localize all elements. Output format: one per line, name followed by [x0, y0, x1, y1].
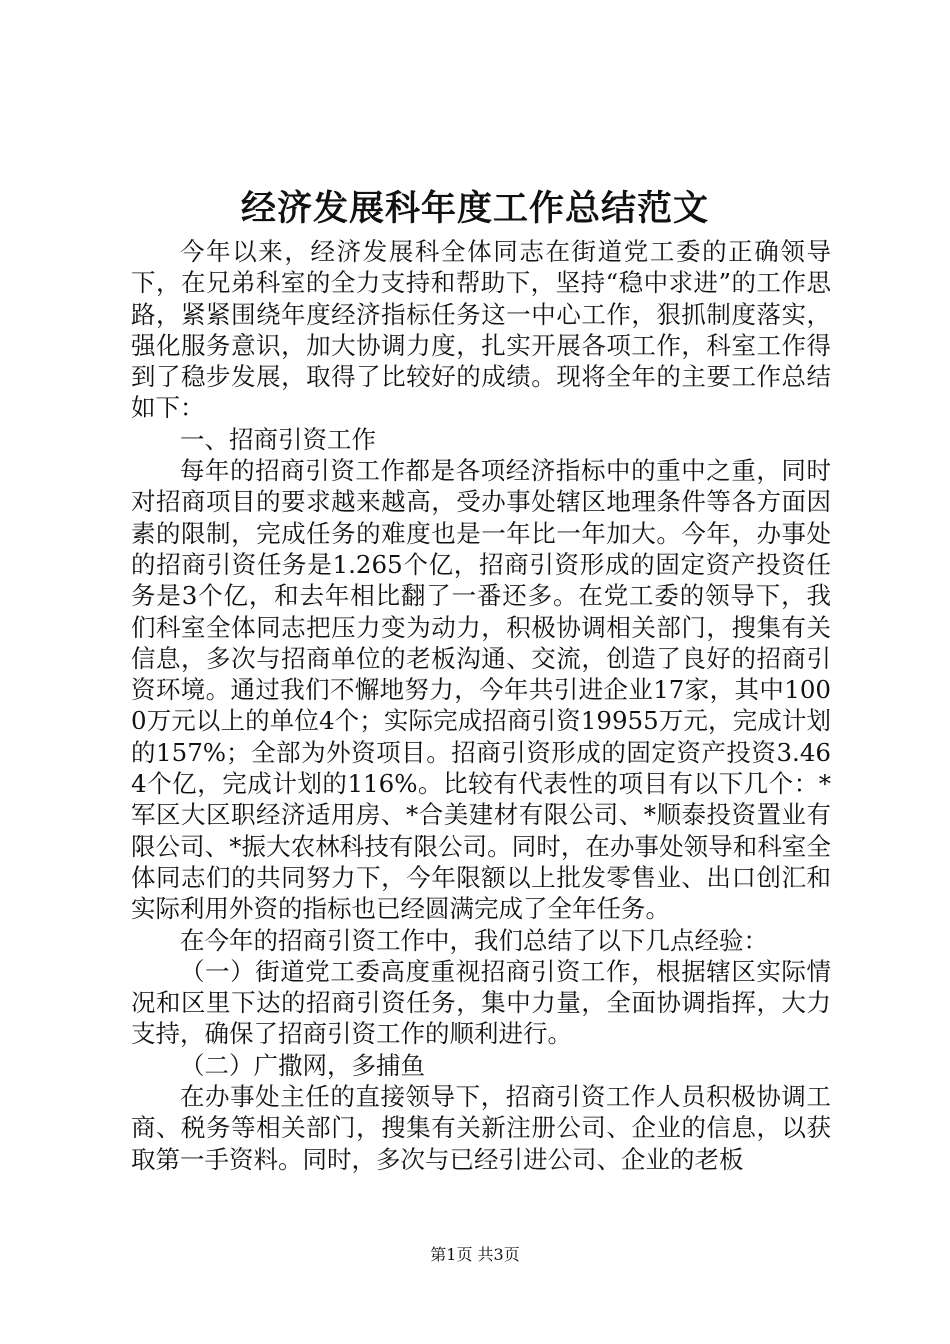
section-heading-investment: 一、招商引资工作: [180, 424, 376, 454]
investment-paragraph: 每年的招商引资工作都是各项经济指标中的重中之重，同时对招商项目的要求越来越高，受办事处辖区地理条件等各方面因素的限制，完成任务的难度也是一年比一年加大。今年，办事处的招商引资任务是1.265个亿，招商引资形成的固定资产投资任务是3个亿，和去年相比翻了一番还多。在党工委的领导下，我们科室全体同志把压力变为动力，积极协调相关部门，搜集有关信息，多次与招商单位的老板沟通、交流，创造了良好的招商引资环境。通过我们不懈地努力，今年共引进企业17家，其中1000万元以上的单位4个；实际完成招商引资19955万元，完成计划的157%；全部为外资项目。招商引资形成的固定资产投资3.464个亿，完成计划的116%。比较有代表性的项目有以下几个：*军区大区职经济适用房、*合美建材有限公司、*顺泰投资置业有限公司、*振大农林科技有限公司。同时，在办事处领导和科室全体同志们的共同努力下，今年限额以上批发零售业、出口创汇和实际利用外资的指标也已经圆满完成了全年任务。: [131, 456, 831, 924]
experience-item-2-paragraph: 在办事处主任的直接领导下，招商引资工作人员积极协调工商、税务等相关部门，搜集有关新注册公司、企业的信息，以获取第一手资料。同时，多次与已经引进公司、企业的老板: [131, 1082, 831, 1174]
document-body: [131, 236, 831, 1175]
experience-item-2-heading: （二）广撒网，多捕鱼: [180, 1050, 425, 1080]
intro-paragraph: 今年以来，经济发展科全体同志在街道党工委的正确领导下，在兄弟科室的全力支持和帮助下，坚持“稳中求进”的工作思路，紧紧围绕年度经济指标任务这一中心工作，狠抓制度落实，强化服务意识，加大协调力度，扎实开展各项工作，科室工作得到了稳步发展，取得了比较好的成绩。现将全年的主要工作总结如下：: [131, 237, 831, 423]
experience-item-1: （一）街道党工委高度重视招商引资工作，根据辖区实际情况和区里下达的招商引资任务，集中力量，全面协调指挥，大力支持，确保了招商引资工作的顺利进行。: [131, 956, 831, 1049]
experience-intro-paragraph: 在今年的招商引资工作中，我们总结了以下几点经验：: [180, 925, 768, 955]
document-title: 经济发展科年度工作总结范文: [240, 188, 709, 229]
page-indicator: 第1页 共3页: [430, 1245, 520, 1264]
